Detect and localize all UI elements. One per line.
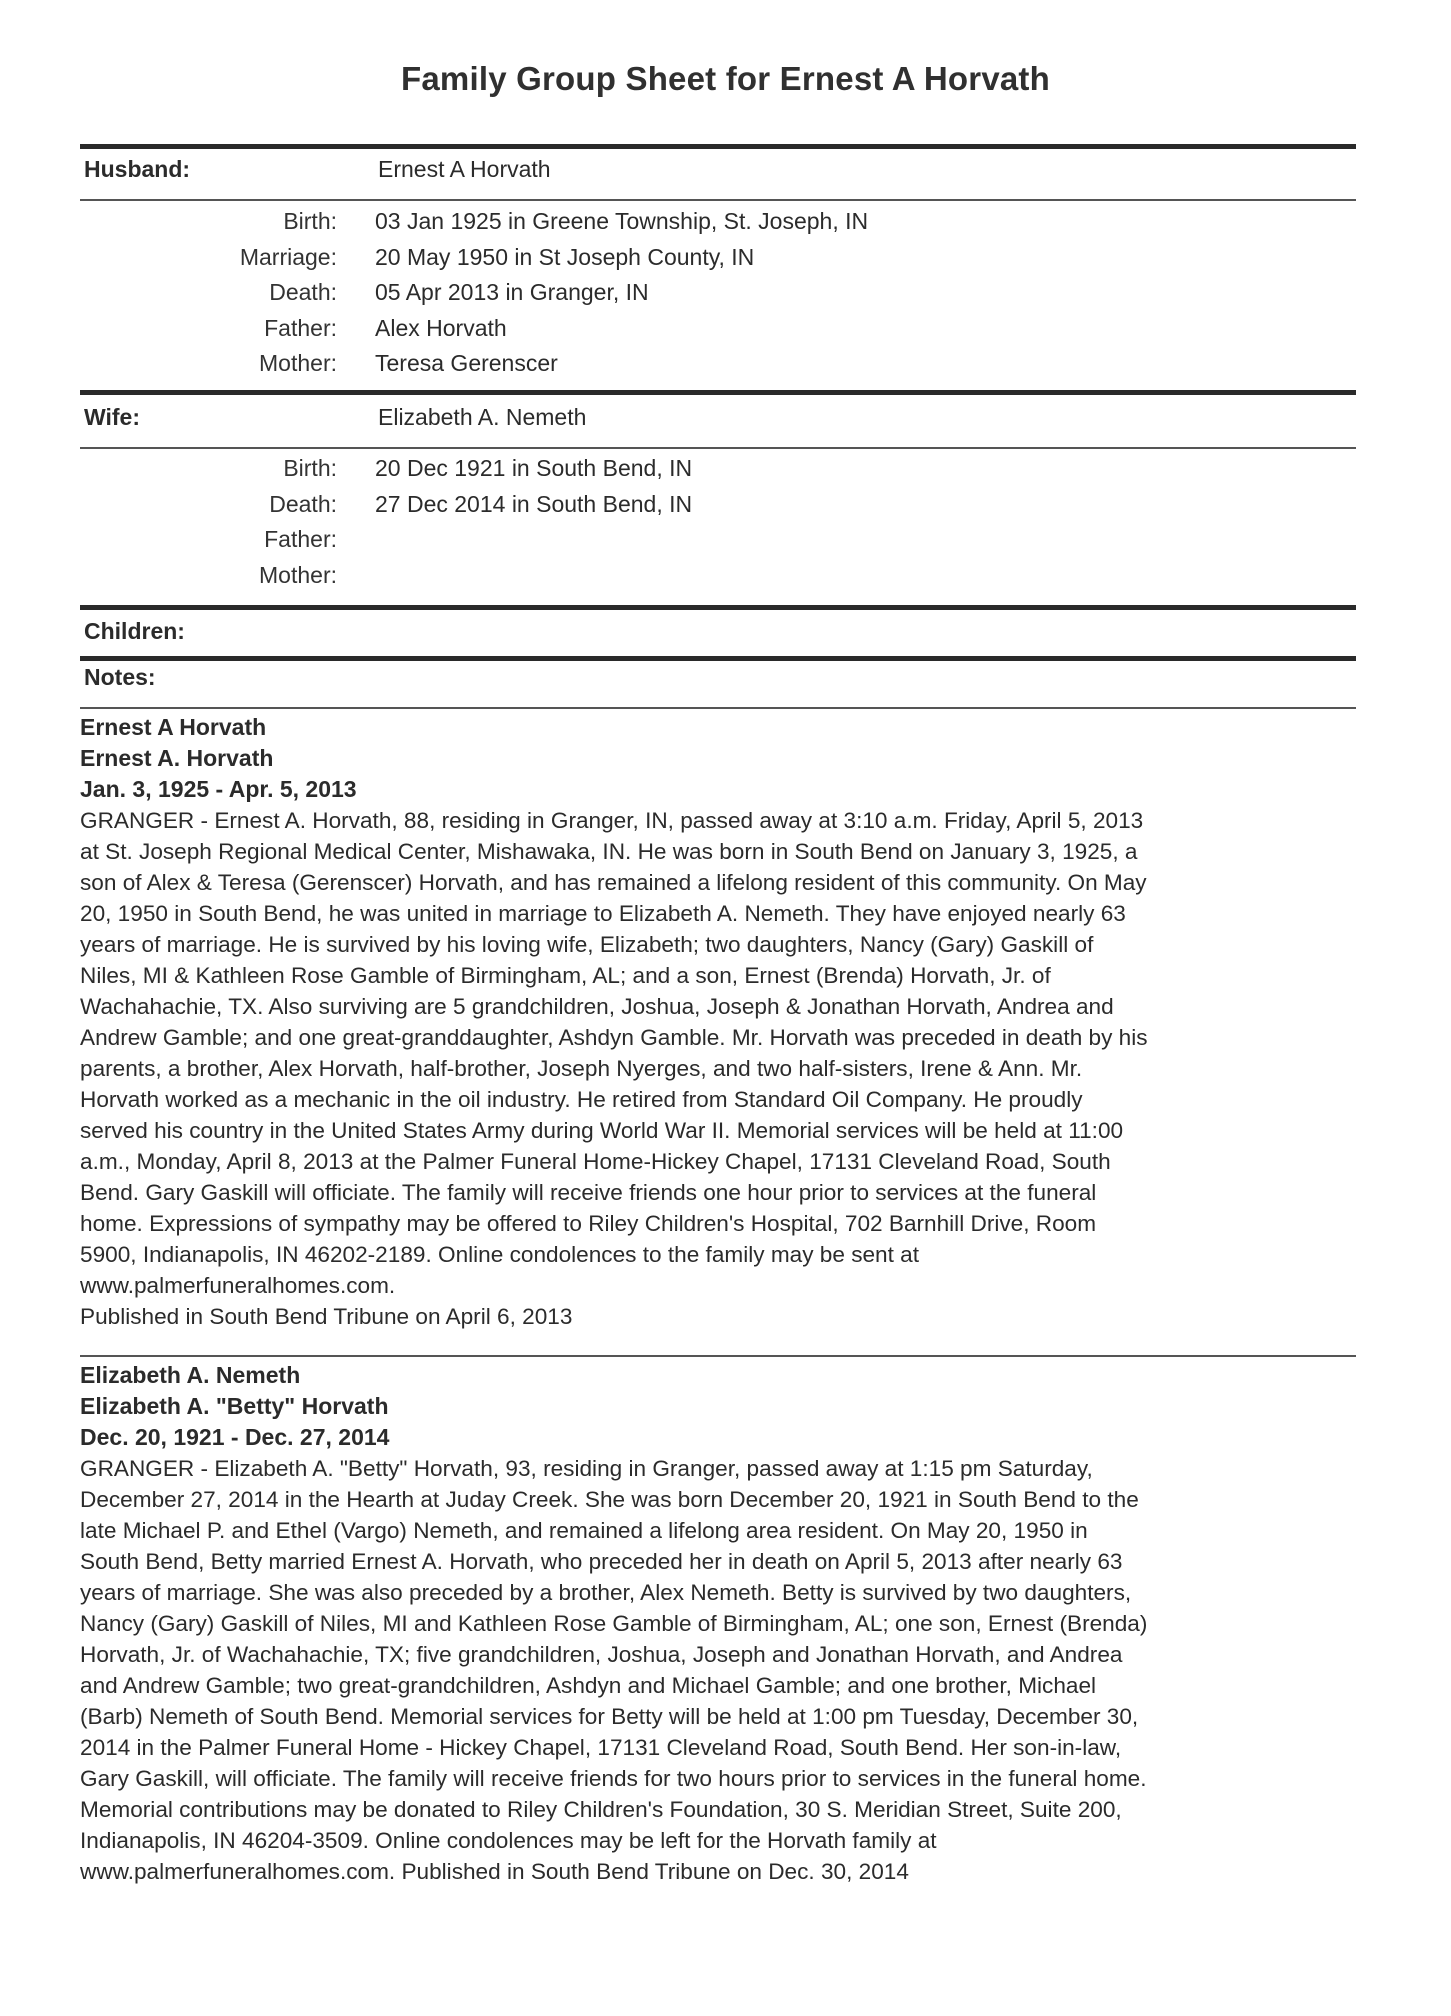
note-line: Memorial contributions may be donated to Riley Children's Foundation, 30 S. Meridian Street, Suite 200, — [80, 1797, 1122, 1822]
note-line: Niles, MI & Kathleen Rose Gamble of Birmingham, AL; and a son, Ernest (Brenda) Horvath, Jr. of — [80, 963, 1051, 988]
divider-thick — [80, 390, 1356, 395]
note-line: late Michael P. and Ethel (Vargo) Nemeth, and remained a lifelong area resident. On May 20, 1950 in — [80, 1518, 1088, 1543]
note-line: 20, 1950 in South Bend, he was united in marriage to Elizabeth A. Nemeth. They have enjoyed nearly 63 — [80, 901, 1126, 926]
husband-field-value: 05 Apr 2013 in Granger, IN — [375, 279, 649, 305]
note-line: at St. Joseph Regional Medical Center, Mishawaka, IN. He was born in South Bend on January 3, 1925, a — [80, 839, 1138, 864]
husband-field-value: Alex Horvath — [375, 314, 507, 341]
husband-field-value: 03 Jan 1925 in Greene Township, St. Joseph, IN — [375, 208, 869, 234]
wife-name: Elizabeth A. Nemeth — [378, 404, 587, 430]
wife-field-value: 27 Dec 2014 in South Bend, IN — [375, 490, 693, 517]
husband-field-label: Birth: — [283, 208, 337, 234]
wife-field-label: Death: — [269, 490, 337, 517]
husband-field-label: Mother: — [259, 350, 337, 376]
note-line: Gary Gaskill, will officiate. The family will receive friends for two hours prior to services in the funeral home. — [80, 1766, 1147, 1791]
note-heading: Elizabeth A. Nemeth — [80, 1362, 301, 1388]
wife-field-value: 20 Dec 1921 in South Bend, IN — [375, 455, 693, 481]
husband-field-label: Father: — [264, 314, 337, 341]
note-heading: Ernest A. Horvath — [80, 745, 274, 771]
note-line: Indianapolis, IN 46204-3509. Online condolences may be left for the Horvath family at — [80, 1828, 937, 1853]
note-line: Horvath, Jr. of Wachahachie, TX; five grandchildren, Joshua, Joseph and Jonathan Horvath, and Andrea — [80, 1642, 1123, 1667]
note-line: GRANGER - Elizabeth A. "Betty" Horvath, 93, residing in Granger, passed away at 1:15 pm Saturday, — [80, 1456, 1093, 1481]
note-line: years of marriage. She was also preceded by a brother, Alex Nemeth. Betty is survived by two daughters, — [80, 1580, 1132, 1605]
note-line: Bend. Gary Gaskill will officiate. The family will receive friends one hour prior to services at the funeral — [80, 1180, 1097, 1205]
note-heading: Jan. 3, 1925 - Apr. 5, 2013 — [80, 776, 357, 802]
note-line: 5900, Indianapolis, IN 46202-2189. Online condolences to the family may be sent at — [80, 1242, 920, 1267]
note-line: served his country in the United States Army during World War II. Memorial services will be held at 11:00 — [80, 1118, 1124, 1143]
note-line: Wachahachie, TX. Also surviving are 5 grandchildren, Joshua, Joseph & Jonathan Horvath, Andrea and — [80, 994, 1114, 1019]
husband-field-value: Teresa Gerenscer — [375, 350, 558, 376]
husband-field-value: 20 May 1950 in St Joseph County, IN — [375, 243, 755, 270]
note-line: Nancy (Gary) Gaskill of Niles, MI and Kathleen Rose Gamble of Birmingham, AL; one son, Ernest (Brenda) — [80, 1611, 1148, 1636]
divider-thin — [80, 707, 1356, 709]
note-line: son of Alex & Teresa (Gerenscer) Horvath, and has remained a lifelong resident of this community. On May — [80, 870, 1147, 895]
note-ernest — [80, 712, 1360, 1332]
note-line: Horvath worked as a mechanic in the oil industry. He retired from Standard Oil Company. He proudly — [80, 1087, 1083, 1112]
wife-label: Wife: — [84, 404, 141, 430]
divider-thick — [80, 656, 1356, 661]
note-line: www.palmerfuneralhomes.com. — [80, 1273, 396, 1298]
note-heading: Dec. 20, 1921 - Dec. 27, 2014 — [80, 1424, 390, 1450]
husband-field-label: Death: — [269, 279, 337, 305]
divider-thick — [80, 144, 1356, 149]
note-elizabeth — [80, 1360, 1360, 1887]
note-heading: Ernest A Horvath — [80, 714, 267, 740]
note-line: (Barb) Nemeth of South Bend. Memorial services for Betty will be held at 1:00 pm Tuesday, December 30, — [80, 1704, 1139, 1729]
note-line: Published in South Bend Tribune on April 6, 2013 — [80, 1304, 573, 1329]
children-label: Children: — [84, 618, 185, 644]
husband-label: Husband: — [84, 156, 191, 182]
wife-field-label: Father: — [264, 526, 337, 552]
divider-thin — [80, 1355, 1356, 1357]
note-line: 2014 in the Palmer Funeral Home - Hickey Chapel, 17131 Cleveland Road, South Bend. Her son-in-law, — [80, 1735, 1122, 1760]
note-line: years of marriage. He is survived by his loving wife, Elizabeth; two daughters, Nancy (Gary) Gaskill of — [80, 932, 1094, 957]
note-line: parents, a brother, Alex Horvath, half-brother, Joseph Nyerges, and two half-sisters, Irene & Ann. Mr. — [80, 1056, 1083, 1081]
wife-field-label: Mother: — [259, 561, 337, 588]
divider-thick — [80, 605, 1356, 610]
note-line: a.m., Monday, April 8, 2013 at the Palmer Funeral Home-Hickey Chapel, 17131 Cleveland Road, South — [80, 1149, 1111, 1174]
notes-label: Notes: — [84, 664, 156, 690]
note-line: GRANGER - Ernest A. Horvath, 88, residing in Granger, IN, passed away at 3:10 a.m. Friday, April 5, 2013 — [80, 808, 1144, 833]
note-heading: Elizabeth A. "Betty" Horvath — [80, 1393, 389, 1419]
husband-field-label: Marriage: — [239, 243, 337, 270]
note-line: home. Expressions of sympathy may be offered to Riley Children's Hospital, 702 Barnhill Drive, Room — [80, 1211, 1097, 1236]
note-body — [80, 1453, 1360, 1887]
husband-name: Ernest A Horvath — [378, 156, 551, 182]
page-title: Family Group Sheet for Ernest A Horvath — [401, 60, 1050, 97]
note-line: December 27, 2014 in the Hearth at Juday Creek. She was born December 20, 1921 in South Bend to the — [80, 1487, 1139, 1512]
note-body — [80, 805, 1360, 1332]
note-line: South Bend, Betty married Ernest A. Horvath, who preceded her in death on April 5, 2013 after nearly 63 — [80, 1549, 1123, 1574]
note-line: Andrew Gamble; and one great-granddaughter, Ashdyn Gamble. Mr. Horvath was preceded in death by his — [80, 1025, 1148, 1050]
note-line: www.palmerfuneralhomes.com. Published in South Bend Tribune on Dec. 30, 2014 — [80, 1859, 909, 1884]
divider-thin — [80, 199, 1356, 201]
note-line: and Andrew Gamble; two great-grandchildren, Ashdyn and Michael Gamble; and one brother, Michael — [80, 1673, 1097, 1698]
wife-field-label: Birth: — [283, 455, 337, 481]
divider-thin — [80, 447, 1356, 449]
